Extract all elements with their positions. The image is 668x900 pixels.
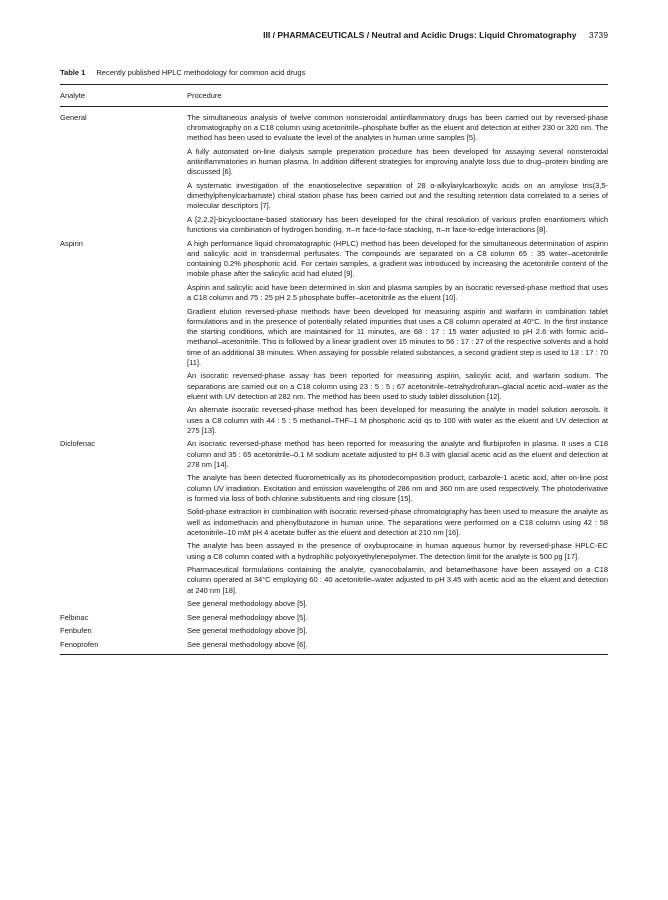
table-caption bbox=[60, 68, 305, 77]
table-row bbox=[60, 439, 608, 609]
procedure-entry: A high performance liquid chromatographic (HPLC) method has been developed for the simultaneous determination of aspirin and salicylic acid in transdermal perfusates. The compounds are separated on a C8 column 65 : 35 water–acetonitrile containing 0.2% phosphoric acid. For certain samples, a gradient was introduced by increasing the acetonitrile content of the mobile phase after the salicylic acid had eluted [9]. bbox=[187, 238, 608, 279]
running-title: III / PHARMACEUTICALS / Neutral and Acidic Drugs: Liquid Chromatography bbox=[263, 30, 577, 40]
analyte-name: Fenoprofen bbox=[60, 639, 99, 649]
table-row bbox=[60, 113, 608, 235]
procedure-entry: See general methodology above [5]. bbox=[187, 612, 308, 622]
table-label: Table 1 bbox=[60, 68, 86, 77]
column-header-procedure: Procedure bbox=[187, 91, 222, 100]
procedure-entry: See general methodology above [5]. bbox=[187, 599, 308, 609]
table-caption-text: Recently published HPLC methodology for common acid drugs bbox=[96, 68, 306, 77]
running-header bbox=[60, 30, 608, 40]
column-header-analyte: Analyte bbox=[60, 91, 86, 100]
table-row bbox=[60, 613, 608, 623]
analyte-name: General bbox=[60, 113, 87, 122]
procedure-entry: Solid-phase extraction in combination with isocratic reversed-phase chromatography has been used to measure the analyte as well as indomethacin and phenylbutazone in human urine. The separations were performed on a C18 column using 42 : 58 acetonitrile–10 mM pH 4 acetate buffer as the eluent and detection at 210 nm [16]. bbox=[187, 507, 608, 537]
procedure-entry: A systematic investigation of the enantioselective separation of 28 α-alkylarylcarboxylic acids on an amylose tris(3,5-dimethylphenylcarbamate) chiral station phase has been carried out and the resulting retention data correlated to a series of molecular descriptors [7]. bbox=[187, 181, 608, 211]
analyte-name: Diclofenac bbox=[60, 439, 96, 449]
table-row bbox=[60, 626, 608, 636]
procedure-entry: See general methodology above [5]. bbox=[187, 626, 308, 636]
procedure-entry: The analyte has been assayed in the presence of oxybuprocaine in human aqueous humor by reversed-phase HPLC-EC using a C8 column coated with a hydrophilic polyoxyethylenepolymer. The detection limit for the analyte is 500 pg [17]. bbox=[187, 541, 608, 561]
table-row bbox=[60, 640, 608, 650]
procedure-entry: A [2.2.2]-bicyclooctane-based stationary has been developed for the chiral resolution of various profen enantiomers which functions via combination of hydrogen bonding, π–π face-to-face stacking, π–π face-to-edge interactions [8]. bbox=[187, 215, 608, 235]
procedure-entry: The simultaneous analysis of twelve common nonsteroidal antiinflammatory drugs has been carried out by reversed-phase chromatography on a C18 column using acetonitrile–phosphate buffer as the eluent and detection at either 230 or 320 nm. The method has been used to evaluate the level of the analytes in human urine samples [5]. bbox=[187, 113, 608, 143]
table-top-rule bbox=[60, 84, 608, 85]
page-number: 3739 bbox=[588, 30, 608, 40]
table-row bbox=[60, 239, 608, 436]
procedure-entry: A fully automated on-line dialysis sample preperation procedure has been developed for assaying several nonsteroidal antiinflammatories in human plasma. In addition different strategies for improving analyte loss due to drug–protein binding are discussed [6]. bbox=[187, 147, 608, 177]
header-rule bbox=[60, 106, 608, 107]
procedure-entry: Aspirin and salicylic acid have been determined in skin and plasma samples by an isocratic reversed-phase method that uses a C18 column and 75 : 25 pH 2.5 phosphate buffer–acetonitrile as the eluent [10]. bbox=[187, 283, 608, 303]
procedure-entry: Gradient elution reversed-phase methods have been developed for measuring aspirin and warfarin in combination tablet formulations and in the presence of potentially related impurities that uses a C8 column operated at 40°C. In the first instance the starting conditions, which are maintained for 11 minutes, are 68 : 17 : 15 water adjusted to pH 2.6 with formic acid–methanol–acetonitrile. This is followed by a linear gradient over 15 minutes to 56 : 17 : 27 of the respective solvents and a hold time of an additional 38 minutes. When assaying for possible related substances, a second gradient step is used to 13 : 17 : 70 [11]. bbox=[187, 306, 608, 367]
table-body bbox=[60, 113, 608, 655]
procedure-entry: An isocratic reversed-phase method has been reported for measuring the analyte and flurbiprofen in plasma. It uses a C18 column and 35 : 65 acetonitrile–0.1 M sodium acetate adjusted to pH 6.3 with glacial acetic acid as the eluent and detection at 278 nm [14]. bbox=[187, 439, 608, 469]
procedure-entry: An isocratic reversed-phase assay has been reported for measuring aspirin, salicylic acid, and warfarin sodium. The separations are carried out on a C18 column using 23 : 5 : 5 : 67 acetonitrile–tetrahydrofuran–glacial acetic acid–water as the eluent with UV detection at 282 nm. The method has been used to study tablet dissolution [12]. bbox=[187, 371, 608, 401]
analyte-name: Felbinac bbox=[60, 612, 89, 622]
analyte-name: Aspirin bbox=[60, 238, 83, 248]
table-bottom-rule bbox=[60, 654, 608, 655]
analyte-name: Fenbufen bbox=[60, 626, 92, 636]
procedure-entry: See general methodology above [6]. bbox=[187, 639, 308, 649]
procedure-entry: An alternate isocratic reversed-phase method has been developed for measuring the analyte in model solution aerosols. It uses a C8 column with 44 : 5 : 5 methanol–THF–1 M phosphoric acid qs to 100 with water as the eluent and UV detection at 275 [13]. bbox=[187, 405, 608, 435]
procedure-entry: The analyte has been detected fluorometrically as its photodecomposition product, carbazole-1 acetic acid, after on-line post column UV irradiation. Excitation and emission wavelengths of 286 nm and 360 nm are used respectively. The photoderivative is formed via loss of both chlorine substituents and ring closure [15]. bbox=[187, 473, 608, 503]
procedure-entry: Pharmaceutical formulations containing the analyte, cyanocobalamin, and betamethasone have been assayed on a C18 column operated at 34°C employing 60 : 40 acetonitrile–water adjusted to pH 3.45 with acetic acid as the eluent and detection at 240 nm [18]. bbox=[187, 565, 608, 595]
